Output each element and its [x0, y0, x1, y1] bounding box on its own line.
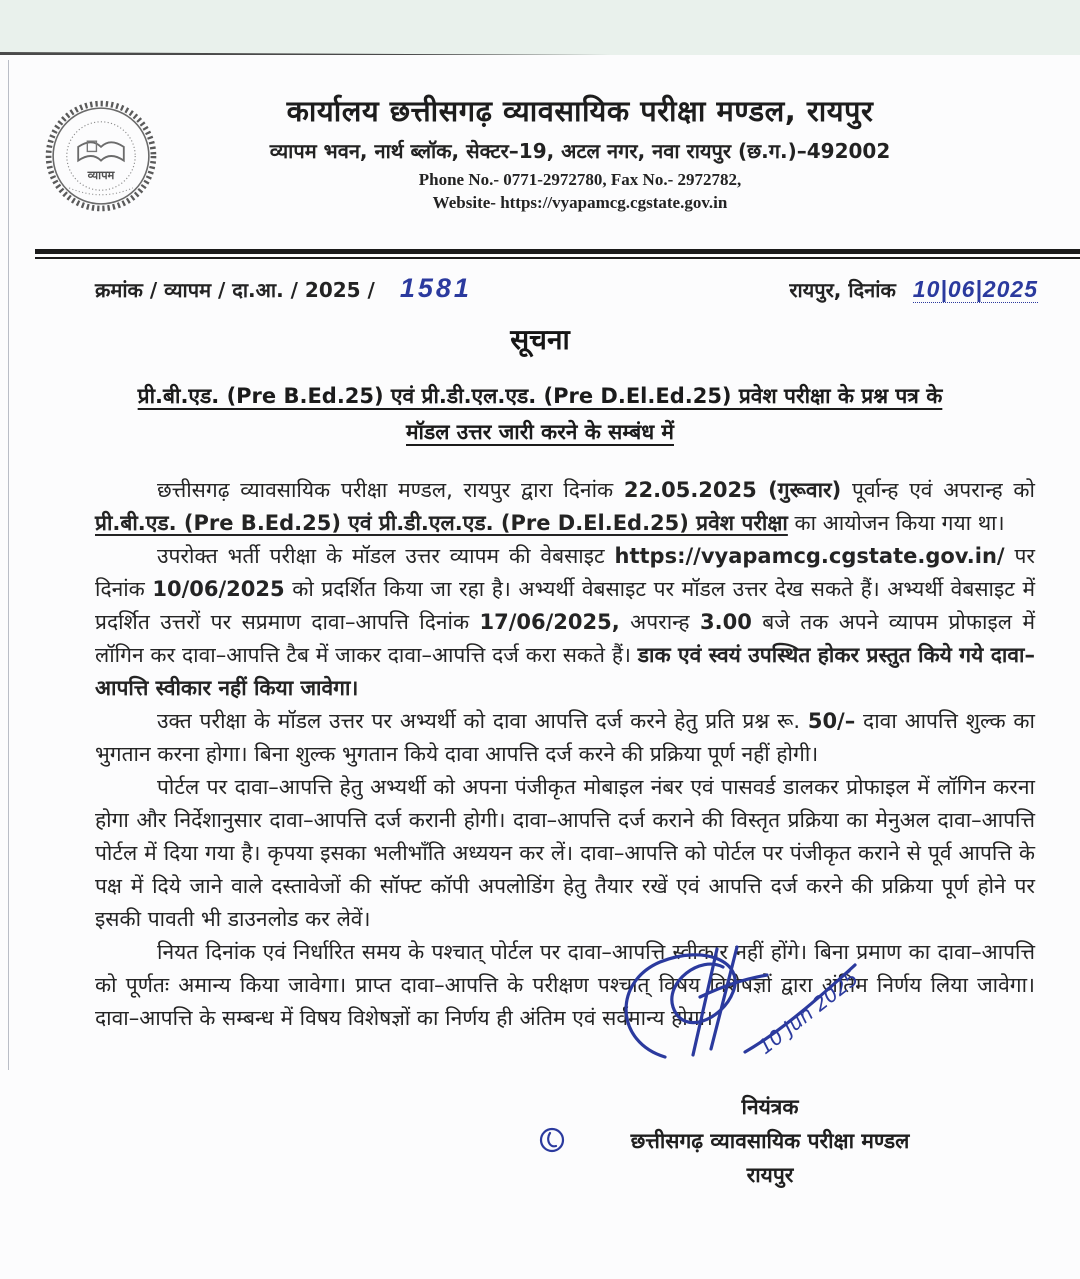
text-segment: को प्रदर्शित किया जा रहा है। अभ्यर्थी वेबसाइट पर मॉडल उत्तर देख सकते हैं। अभ्यर्थी वेबसाइट में प्रदर्शित उत्तरों पर सप्रमाण दावा–आपत्ति दिनांक	[95, 577, 1035, 634]
vyapam-seal-icon	[44, 99, 158, 213]
reference-number-label: क्रमांक / व्यापम / दा.आ. / 2025 /	[95, 278, 375, 302]
text-segment: बजे तक अपने व्यापम प्रोफाइल में लॉगिन कर दावा–आपत्ति टैब में जाकर दावा–आपत्ति दर्ज करा सकते हैं।	[95, 610, 1036, 667]
place-date	[789, 276, 1038, 303]
reference-number-handwritten: 1581	[399, 273, 472, 303]
signatory-org: छत्तीसगढ़ व्यावसायिक परीक्षा मण्डल	[555, 1127, 985, 1155]
text-segment: 22.05.2025 (गुरूवार)	[623, 478, 842, 502]
org-website: Website- https://vyapamcg.cgstate.gov.in	[432, 193, 728, 212]
subject-line-2: मॉडल उत्तर जारी करने के सम्बंध में	[406, 420, 674, 444]
text-segment: नियत दिनांक एवं निर्धारित समय के पश्चात् पोर्टल पर दावा–आपत्ति स्वीकार नहीं होंगे। बिना प्रमाण का दावा–आपत्ति को पूर्णतः अमान्य किया जावेगा। प्राप्त दावा–आपत्ति के परीक्षण पश्चात् विषय विशेषज्ञों द्वारा अंतिम निर्णय लिया जावेगा। दावा–आपत्ति के सम्बन्ध में विषय विशेषज्ञों का निर्णय ही अंतिम एवं सर्वमान्य होगा।	[95, 940, 1035, 1030]
org-phone-fax: Phone No.- 0771-2972780, Fax No.- 2972782,	[418, 170, 742, 189]
letterhead	[0, 55, 1080, 239]
text-segment: पोर्टल पर दावा–आपत्ति हेतु अभ्यर्थी को अपना पंजीकृत मोबाइल नंबर एवं पासवर्ड डालकर प्रोफाइल में लॉगिन करना होगा और निर्देशानुसार दावा–आपत्ति दर्ज करानी होगी। दावा–आपत्ति दर्ज कराने की विस्तृत प्रक्रिया का मेनुअल दावा–आपत्ति पोर्टल में दिया गया है। कृपया इसका भलीभाँति अध्ययन कर लें। दावा–आपत्ति को पोर्टल पर पंजीकृत कराने से पूर्व आपत्ति के पक्ष में दिये जाने वाले दस्तावेजों की सॉफ्ट कॉपी अपलोडिंग हेतु तैयार रखें एवं आपत्ति दर्ज करने की प्रक्रिया पूर्ण होने पर इसकी पावती भी डाउनलोड कर लेवें।	[95, 775, 1035, 931]
paragraph-1	[95, 474, 1035, 540]
reference-row	[95, 273, 1038, 304]
text-segment: दावा आपत्ति शुल्क का भुगतान करना होगा। बिना शुल्क भुगतान किये दावा आपत्ति दर्ज करने की प्रक्रिया पूर्ण नहीं होगी।	[95, 709, 1036, 766]
text-segment: प्री.बी.एड. (Pre B.Ed.25) एवं प्री.डी.एल.एड. (Pre D.El.Ed.25) प्रवेश परीक्षा	[95, 511, 788, 535]
header-divider	[35, 249, 1080, 259]
text-segment: पूर्वान्ह एवं अपरान्ह को	[841, 478, 1036, 502]
paragraph-5	[95, 936, 1035, 1035]
org-name: कार्यालय छत्तीसगढ़ व्यावसायिक परीक्षा मण्डल, रायपुर	[286, 94, 874, 128]
text-segment: का आयोजन किया गया था।	[787, 511, 1005, 535]
seal-label: व्यापम	[87, 167, 115, 182]
text-segment: 10/06/2025	[152, 577, 285, 601]
signature-block	[555, 965, 985, 1189]
text-segment: उक्त परीक्षा के मॉडल उत्तर पर अभ्यर्थी को दावा आपत्ति दर्ज करने हेतु प्रति प्रश्न रू.	[157, 709, 808, 733]
place-date-label: रायपुर, दिनांक	[789, 278, 896, 302]
text-segment: पर दिनांक	[95, 544, 1035, 601]
subject-line-1: प्री.बी.एड. (Pre B.Ed.25) एवं प्री.डी.एल.एड. (Pre D.El.Ed.25) प्रवेश परीक्षा के प्रश्न पत्र के	[137, 384, 943, 408]
notice-body	[95, 474, 1035, 1035]
notice-document	[0, 55, 1080, 1279]
text-segment: 50/–	[807, 709, 856, 733]
initial-scribble-icon	[537, 1125, 567, 1155]
text-segment: 3.00	[700, 610, 752, 634]
text-segment: उपरोक्त भर्ती परीक्षा के मॉडल उत्तर व्यापम की वेबसाइट	[157, 544, 615, 568]
date-handwritten: 10|06|2025	[912, 276, 1038, 302]
paragraph-3	[95, 705, 1035, 771]
notice-subject	[0, 378, 1080, 450]
notice-title: सूचना	[510, 323, 570, 356]
text-segment: डाक एवं स्वयं उपस्थित होकर प्रस्तुत किये गये दावा–आपत्ति स्वीकार नहीं किया जावेगा।	[95, 643, 1035, 700]
text-segment: अपरान्ह	[619, 610, 700, 634]
paragraph-4	[95, 771, 1035, 936]
text-segment: 17/06/2025,	[479, 610, 620, 634]
reference-number	[95, 273, 472, 304]
text-segment: https://vyapamcg.cgstate.gov.in/	[614, 544, 1005, 568]
text-segment: छत्तीसगढ़ व्यावसायिक परीक्षा मण्डल, रायपुर द्वारा दिनांक	[157, 478, 624, 502]
signatory-place: रायपुर	[746, 1163, 794, 1187]
signature-hand-date: 10 Jun 2025	[753, 965, 863, 1059]
signatory-designation: नियंत्रक	[741, 1095, 799, 1119]
paragraph-2	[95, 540, 1035, 705]
org-address: व्यापम भवन, नार्थ ब्लॉक, सेक्टर–19, अटल नगर, नवा रायपुर (छ.ग.)–492002	[269, 139, 891, 163]
